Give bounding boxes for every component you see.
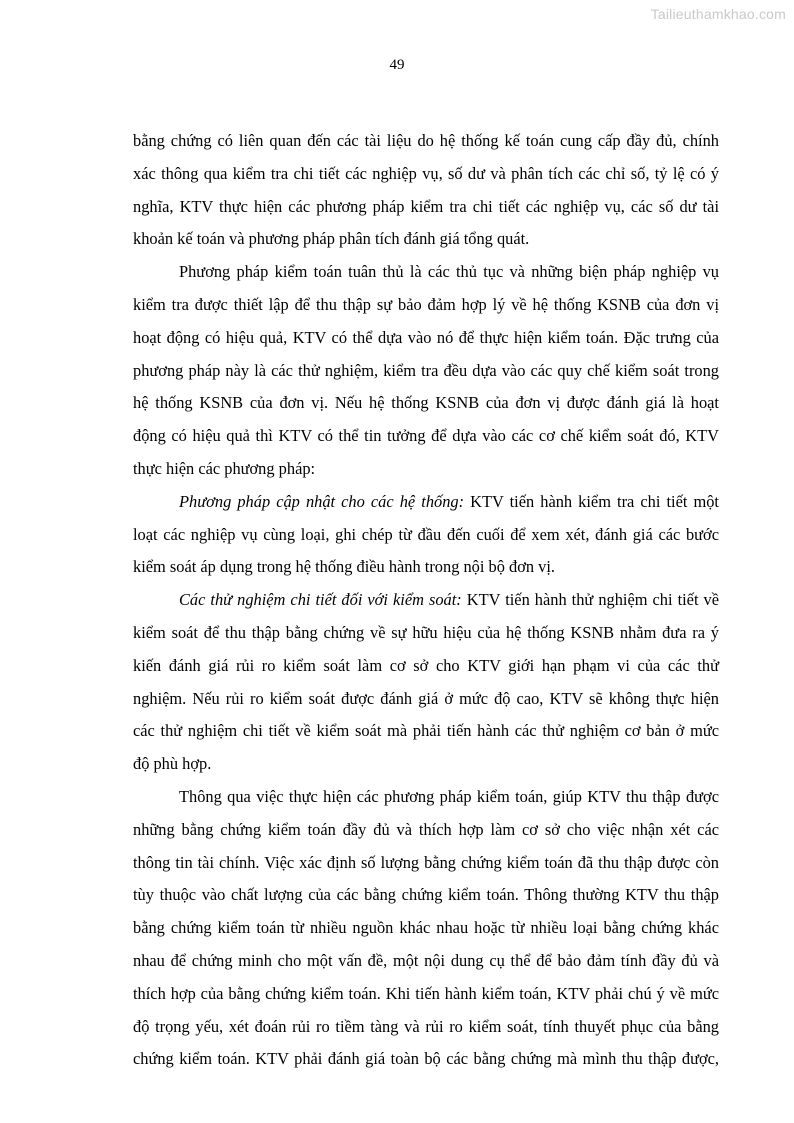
text-line: Thông qua việc thực hiện các phương pháp kiểm toán, giúp KTV thu thập được — [179, 786, 719, 806]
italic-lead: Phương pháp cập nhật cho các hệ thống: — [179, 491, 465, 511]
text-line: nhau để chứng minh cho một vấn đề, một nội dung cụ thể để bảo đảm tính đầy đủ và — [133, 950, 719, 970]
text-line: thích hợp của bằng chứng kiểm toán. Khi tiến hành kiểm toán, KTV phải chú ý về mức — [133, 983, 719, 1003]
text-line: độ trọng yếu, xét đoán rủi ro tiềm tàng và rủi ro kiểm soát, tính thuyết phục của bằng — [133, 1016, 719, 1036]
text-line: tùy thuộc vào chất lượng của các bằng chứng kiểm toán. Thông thường KTV thu thập — [133, 885, 719, 905]
text-line: chứng kiểm toán. KTV phải đánh giá toàn bộ các bằng chứng mà mình thu thập được, — [133, 1049, 719, 1069]
text-line: hoạt động có hiệu quả, KTV có thể dựa vào nó để thực hiện kiểm toán. Đặc trưng của — [133, 327, 719, 347]
text-line: nghĩa, KTV thực hiện các phương pháp kiểm tra chi tiết các nghiệp vụ, các số dư tài — [133, 196, 719, 216]
text-line: xác thông qua kiểm tra chi tiết các nghiệp vụ, số dư và phân tích các chỉ số, tỷ lệ có ý — [133, 163, 719, 183]
text-line: thông tin tài chính. Việc xác định số lượng bằng chứng kiểm toán đã thu thập được còn — [133, 852, 719, 872]
italic-lead: Các thử nghiệm chi tiết đối với kiểm soát: — [179, 590, 462, 610]
paragraph-4 — [133, 584, 719, 781]
text-line: các thử nghiệm chi tiết về kiểm soát mà phải tiến hành các thử nghiệm cơ bản ở mức — [133, 721, 719, 741]
document-body — [133, 125, 719, 1076]
text-run: KTV tiến hành kiểm tra chi tiết một — [464, 491, 719, 511]
text-line: loạt các nghiệp vụ cùng loại, ghi chép từ đầu đến cuối để xem xét, đánh giá các bước — [133, 524, 719, 544]
paragraph-2 — [133, 256, 719, 486]
text-line — [133, 486, 719, 519]
text-line: kiến đánh giá rủi ro kiểm soát làm cơ sở cho KTV giới hạn phạm vi của các thử — [133, 655, 719, 675]
text-line: khoản kế toán và phương pháp phân tích đánh giá tổng quát. — [133, 229, 530, 249]
text-line: nghiệm. Nếu rủi ro kiểm soát được đánh giá ở mức độ cao, KTV sẽ không thực hiện — [133, 688, 719, 708]
paragraph-5 — [133, 781, 719, 1076]
paragraph-1 — [133, 125, 719, 256]
text-line: kiểm tra được thiết lập để thu thập sự bảo đảm hợp lý về hệ thống KSNB của đơn vị — [133, 294, 719, 314]
text-line: thực hiện các phương pháp: — [133, 458, 316, 478]
paragraph-3 — [133, 486, 719, 584]
text-line: bằng chứng kiểm toán từ nhiều nguồn khác nhau hoặc từ nhiều loại bằng chứng khác — [133, 918, 719, 938]
text-line: bằng chứng có liên quan đến các tài liệu do hệ thống kế toán cung cấp đầy đủ, chính — [133, 131, 719, 150]
text-line: kiểm soát áp dụng trong hệ thống điều hành trong nội bộ đơn vị. — [133, 557, 556, 577]
text-line: Phương pháp kiểm toán tuân thủ là các thủ tục và những biện pháp nghiệp vụ — [179, 262, 719, 282]
page-number: 49 — [389, 57, 405, 73]
watermark-text: Tailieuthamkhao.com — [650, 6, 786, 22]
text-line: kiểm soát để thu thập bằng chứng về sự hữu hiệu của hệ thống KSNB nhằm đưa ra ý — [133, 622, 719, 642]
text-line: hệ thống KSNB của đơn vị. Nếu hệ thống KSNB của đơn vị được đánh giá là hoạt — [133, 393, 719, 413]
text-line: những bằng chứng kiểm toán đầy đủ và thích hợp làm cơ sở cho việc nhận xét các — [133, 819, 719, 839]
text-line: phương pháp này là các thử nghiệm, kiểm tra đều dựa vào các quy chế kiểm soát trong — [133, 360, 719, 380]
text-line — [133, 584, 719, 617]
text-run: KTV tiến hành thử nghiệm chi tiết về — [461, 590, 720, 610]
text-line: độ phù hợp. — [133, 754, 212, 774]
text-line: động có hiệu quả thì KTV có thể tin tưởng để dựa vào các cơ chế kiểm soát đó, KTV — [133, 426, 719, 446]
